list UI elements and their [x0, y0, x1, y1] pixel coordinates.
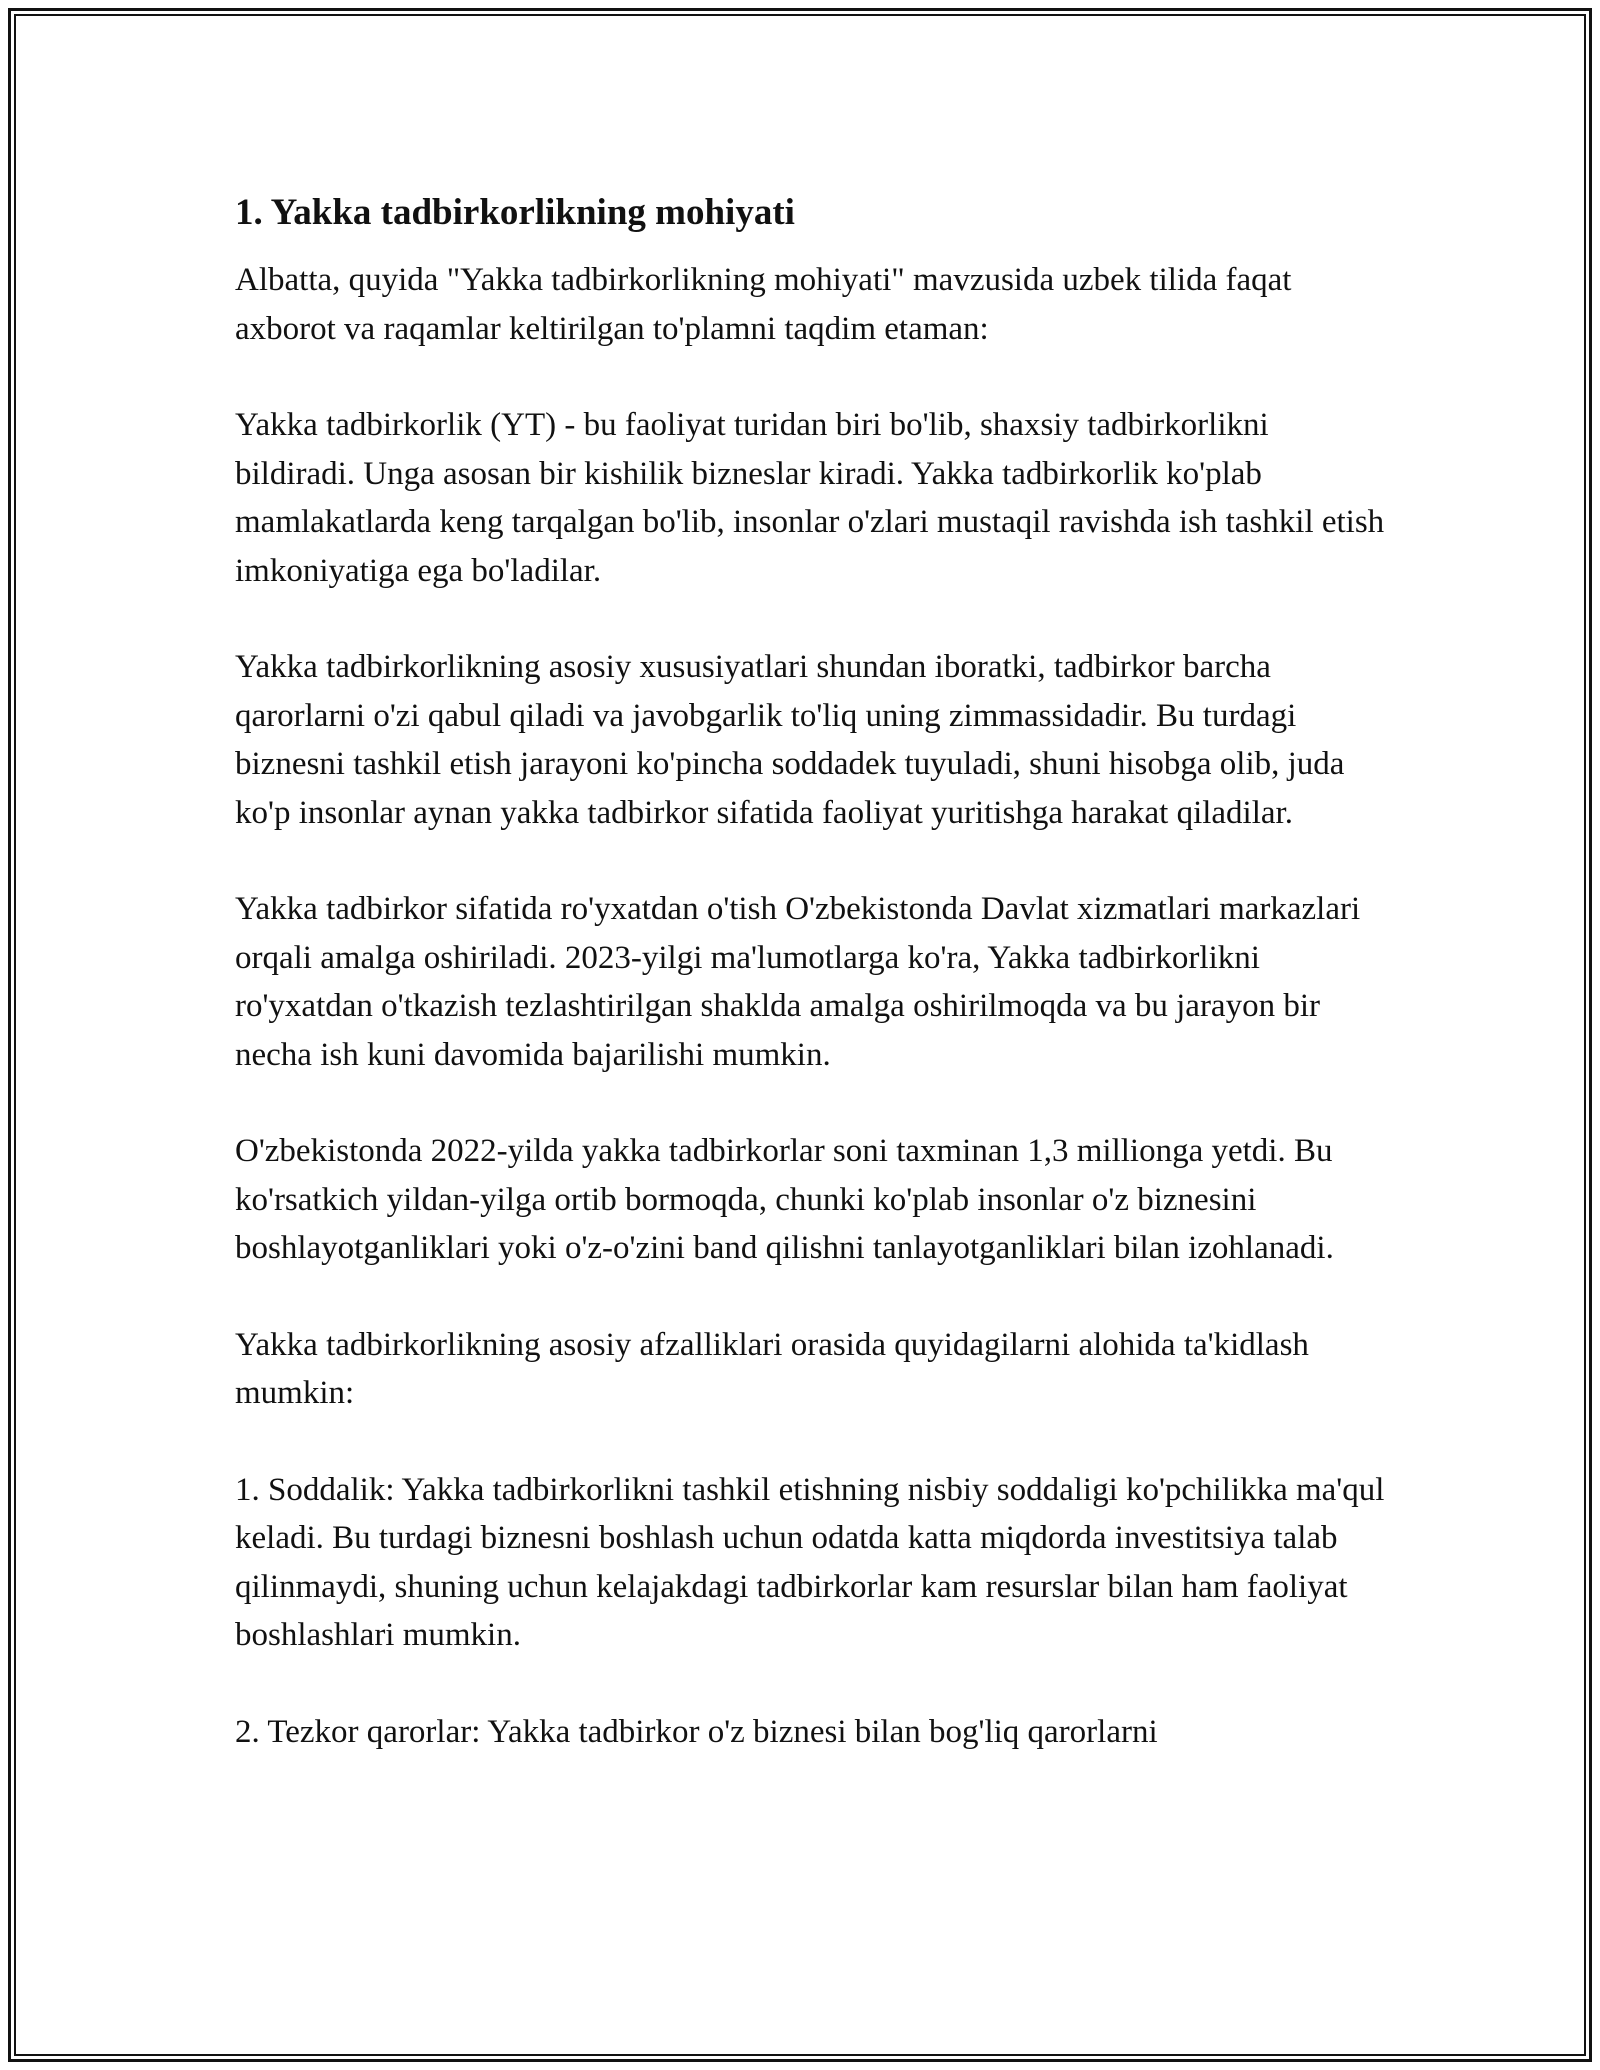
- paragraph-statistics: O'zbekistonda 2022-yilda yakka tadbirkorlar soni taxminan 1,3 millionga yetdi. Bu ko'rsatkich yildan-yilga ortib bormoqda, chunki ko'plab insonlar o'z biznesini boshlayotganliklari yoki o'z-o'zini band qilishni tanlayotganliklari bilan izohlanadi.: [235, 1133, 1334, 1266]
- page-title: 1. Yakka tadbirkorlikning mohiyati: [235, 192, 795, 233]
- paragraph-registration: Yakka tadbirkor sifatida ro'yxatdan o'tish O'zbekistonda Davlat xizmatlari markazlari orqali amalga oshiriladi. 2023-yilgi ma'lumotlarga ko'ra, Yakka tadbirkorlikni ro'yxatdan o'tkazish tezlashtirilgan shaklda amalga oshirilmoqda va bu jarayon bir necha ish kuni davomida bajarilishi mumkin.: [235, 891, 1361, 1073]
- paragraph-definition: Yakka tadbirkorlik (YT) - bu faoliyat turidan biri bo'lib, shaxsiy tadbirkorlikni bildiradi. Unga asosan bir kishilik bizneslar kiradi. Yakka tadbirkorlik ko'plab mamlakatlarda keng tarqalgan bo'lib, insonlar o'zlari mustaqil ravishda ish tashkil etish imkoniyatiga ega bo'ladilar.: [235, 407, 1385, 589]
- list-item-quick-decisions: 2. Tezkor qarorlar: Yakka tadbirkor o'z biznesi bilan bog'liq qarorlarni: [235, 1713, 1158, 1750]
- list-item-simplicity: 1. Soddalik: Yakka tadbirkorlikni tashkil etishning nisbiy soddaligi ko'pchilikka ma'qul keladi. Bu turdagi biznesni boshlash uchun odatda katta miqdorda investitsiya talab qilinmaydi, shuning uchun kelajakdagi tadbirkorlar kam resurslar bilan ham faoliyat boshlashlari mumkin.: [235, 1471, 1385, 1653]
- paragraph-intro: Albatta, quyida "Yakka tadbirkorlikning mohiyati" mavzusida uzbek tilida faqat axborot va raqamlar keltirilgan to'plamni taqdim etaman:: [235, 262, 1292, 347]
- paragraph-features: Yakka tadbirkorlikning asosiy xususiyatlari shundan iboratki, tadbirkor barcha qarorlarni o'zi qabul qiladi va javobgarlik to'liq uning zimmassidadir. Bu turdagi biznesni tashkil etish jarayoni ko'pincha soddadek tuyuladi, shuni hisobga olib, juda ko'p insonlar aynan yakka tadbirkor sifatida faoliyat yuritishga harakat qiladilar.: [235, 649, 1345, 831]
- paragraph-advantages-intro: Yakka tadbirkorlikning asosiy afzalliklari orasida quyidagilarni alohida ta'kidlash mumkin:: [235, 1326, 1309, 1411]
- document-body: [235, 188, 1385, 1756]
